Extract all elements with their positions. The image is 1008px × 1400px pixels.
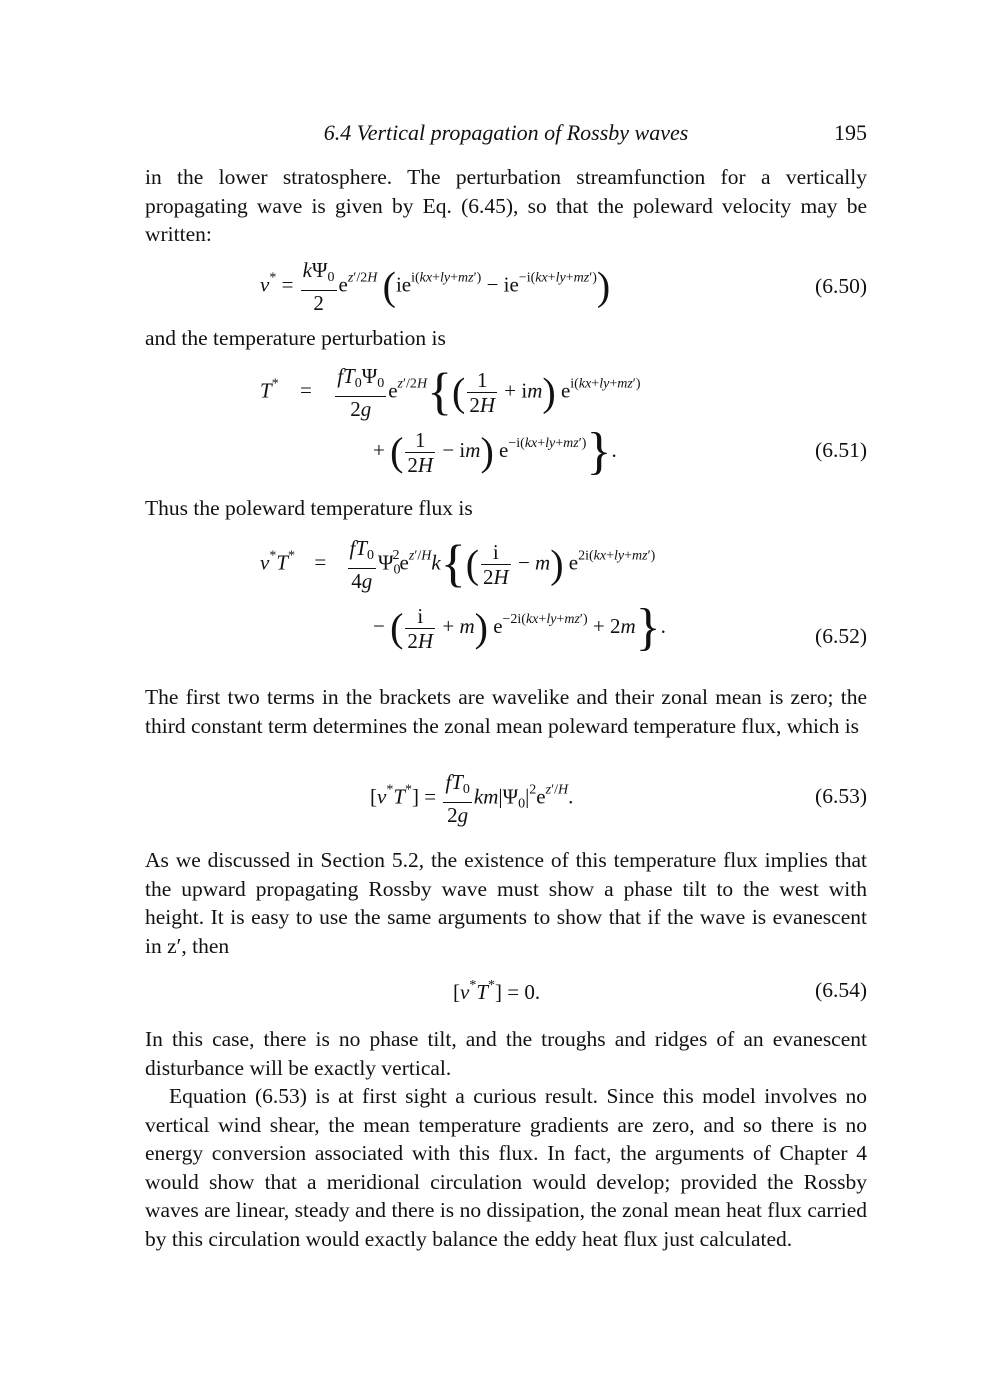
paragraph-evanescent: In this case, there is no phase tilt, and the troughs and ridges of an evanescent disturbance will be exactly vertical. [145, 1027, 867, 1080]
equation-6-52: v*T* = $\frac{fT_0}{4g}$ $\Psi_0^2e^{z'/H}k${( $\frac{i}{2H}$ − m) $e^{2i(kx+ly+mz')}$ − ( $\frac{i}{2H}$ + m) $e^{-2i(kx+ly+mz')} + 2m$}. (6.52) [260, 535, 867, 656]
paragraph-flux: Thus the poleward temperature flux is [145, 496, 473, 520]
equation-6-51: T* = $\frac{fT_0\Psi_0}{2g}$ $e^{z'/2H}${( $\frac{1}{2H}$ + im) $e^{i(kx+ly+mz')}$ + ( $\frac{1}{2H}$ − im) $e^{-i(kx+ly+mz')}$}. (6.51) [260, 363, 867, 480]
equation-6-50: v* = $\frac{k\Psi_0}{2}$ $e^{z'/2H}$ $(ie^{i(kx+ly+mz')} - ie^{-i(kx+ly+mz')})$ (6.50) [260, 258, 867, 315]
paragraph-zonal-mean: The first two terms in the brackets are wavelike and their zonal mean is zero; the third constant term determines the zonal mean poleward temperature flux, which is [145, 685, 867, 738]
equation-number-6-53: (6.53) [815, 784, 867, 808]
paragraph-temperature: and the temperature perturbation is [145, 326, 446, 350]
page-number: 195 [834, 120, 867, 145]
running-header [145, 120, 867, 152]
paragraph-phase-tilt: As we discussed in Section 5.2, the existence of this temperature flux implies that the upward propagating Rossby wave must show a phase tilt to the west with height. It is easy to use the same arguments to show that if the wave is evanescent in z′, then [145, 848, 867, 958]
equation-number-6-52: (6.52) [815, 624, 867, 648]
running-header-title: 6.4 Vertical propagation of Rossby waves [323, 120, 689, 145]
equation-number-6-50: (6.50) [815, 274, 867, 298]
equation-6-54: [v*T*] = 0. (6.54) [453, 978, 867, 1004]
paragraph-intro: in the lower stratosphere. The perturbation streamfunction for a vertically propagating wave is given by Eq. (6.45), so that the poleward velocity may be written: [145, 165, 867, 246]
equation-number-6-51: (6.51) [815, 438, 867, 462]
equation-number-6-54: (6.54) [815, 978, 867, 1002]
equation-6-53: [v*T*] = $\frac{fT_0}{2g}$ $km|\Psi_0|^2e^{z'/H}$. (6.53) [370, 770, 867, 827]
paragraph-curious-result: Equation (6.53) is at first sight a curious result. Since this model involves no vertical wind shear, the mean temperature gradients are zero, and so there is no energy conversion associated with this flux. In fact, the arguments of Chapter 4 would show that a meridional circulation would develop; provided the Rossby waves are linear, steady and there is no dissipation, the zonal mean heat flux carried by this circulation would exactly balance the eddy heat flux just calculated. [145, 1084, 867, 1251]
